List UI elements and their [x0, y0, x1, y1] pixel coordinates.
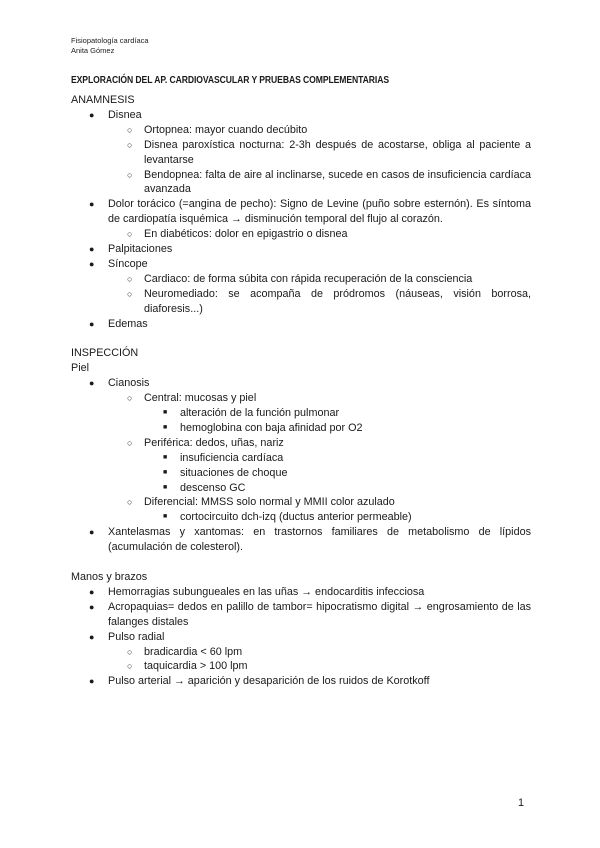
sublist [71, 123, 531, 198]
header-subject: Fisiopatología cardíaca [71, 36, 149, 45]
page-number: 1 [518, 797, 525, 809]
list-item [71, 257, 531, 317]
bullet-square-icon: ■ [163, 513, 168, 521]
list-item [71, 600, 531, 630]
list-item [71, 436, 531, 496]
bullet-disc-icon: ● [89, 109, 95, 120]
list-item [71, 481, 531, 496]
bullet-disc-icon: ● [89, 601, 95, 612]
bullet-circle-icon: ○ [127, 124, 133, 135]
list-item [71, 287, 531, 317]
bullet-circle-icon: ○ [127, 273, 133, 284]
sublist [71, 645, 531, 675]
bullet-disc-icon: ● [89, 378, 95, 389]
list-item [71, 510, 531, 525]
list-item [71, 391, 531, 436]
bullet-square-icon: ■ [163, 453, 168, 461]
manos-list [71, 585, 531, 689]
bullet-disc-icon: ● [89, 244, 95, 255]
bullet-square-icon: ■ [163, 483, 168, 491]
sublist [71, 510, 531, 525]
item-text: Cardiaco: de forma súbita con rápida recuperación de la consciencia [144, 272, 473, 285]
list-item [71, 317, 531, 332]
list-item [71, 376, 531, 525]
sublist [71, 406, 531, 436]
bullet-disc-icon: ● [89, 586, 95, 597]
list-item [71, 123, 531, 138]
item-text: taquicardia > 100 lpm [144, 660, 248, 673]
item-text: bradicardia < 60 lpm [144, 645, 243, 658]
item-text: cortocircuito dch-izq (ductus anterior permeable) [180, 511, 412, 524]
item-text: Acropaquias= dedos en palillo de tambor= hipocratismo digital → engrosamiento de las falanges distales [108, 600, 531, 628]
content-body [71, 93, 531, 689]
item-text: Disnea paroxística nocturna: 2-3h después de acostarse, obliga al paciente a levantarse [144, 138, 531, 166]
list-item [71, 108, 531, 197]
item-text: Hemorragias subungueales en las uñas → endocarditis infecciosa [108, 585, 425, 598]
item-text: Pulso radial [108, 630, 165, 643]
page-title: EXPLORACIÓN DEL AP. CARDIOVASCULAR Y PRUEBAS COMPLEMENTARIAS [71, 75, 390, 86]
sublist [71, 272, 531, 317]
subheading-piel: Piel [71, 362, 90, 375]
bullet-disc-icon: ● [89, 527, 95, 538]
list-item [71, 585, 531, 600]
bullet-disc-icon: ● [89, 676, 95, 687]
list-item [71, 645, 531, 660]
bullet-disc-icon: ● [89, 258, 95, 269]
bullet-circle-icon: ○ [127, 169, 133, 180]
list-item [71, 525, 531, 555]
header-author: Anita Gómez [71, 46, 115, 55]
sublist [71, 391, 531, 525]
list-item [71, 406, 531, 421]
list-item [71, 168, 531, 198]
item-text: descenso GC [180, 481, 246, 494]
bullet-square-icon: ■ [163, 468, 168, 476]
item-text: Ortopnea: mayor cuando decúbito [144, 123, 308, 136]
section-heading-anamnesis: ANAMNESIS [71, 94, 135, 106]
list-item [71, 451, 531, 466]
list-item [71, 272, 531, 287]
item-text: En diabéticos: dolor en epigastrio o disnea [144, 228, 348, 241]
item-text: Central: mucosas y piel [144, 392, 257, 405]
item-text: Cianosis [108, 377, 150, 390]
bullet-circle-icon: ○ [127, 646, 133, 657]
bullet-disc-icon: ● [89, 199, 95, 210]
list-item [71, 227, 531, 242]
bullet-disc-icon: ● [89, 631, 95, 642]
list-item [71, 197, 531, 242]
bullet-circle-icon: ○ [127, 229, 133, 240]
item-text: Periférica: dedos, uñas, nariz [144, 436, 284, 449]
item-text: Edemas [108, 317, 148, 330]
section-heading-inspeccion: INSPECCIÓN [71, 347, 139, 360]
sublist [71, 227, 531, 242]
anamnesis-list [71, 108, 531, 332]
list-item [71, 674, 531, 689]
item-text: situaciones de choque [180, 466, 288, 479]
list-item [71, 630, 531, 675]
item-text: Síncope [108, 257, 148, 270]
bullet-circle-icon: ○ [127, 661, 133, 672]
bullet-circle-icon: ○ [127, 497, 133, 508]
piel-list [71, 376, 531, 555]
bullet-circle-icon: ○ [127, 437, 133, 448]
item-text: Bendopnea: falta de aire al inclinarse, sucede en casos de insuficiencia cardíaca avanzada [144, 168, 531, 196]
bullet-disc-icon: ● [89, 318, 95, 329]
bullet-square-icon: ■ [163, 409, 168, 417]
item-text: hemoglobina con baja afinidad por O2 [180, 421, 363, 434]
item-text: Pulso arterial → aparición y desaparición de los ruidos de Korotkoff [108, 675, 430, 688]
item-text: Dolor torácico (=angina de pecho): Signo de Levine (puño sobre esternón). Es síntoma de cardiopatía isquémica → disminución temporal del flujo al corazón. [108, 198, 531, 226]
list-item [71, 495, 531, 525]
sublist [71, 451, 531, 496]
item-text: alteración de la función pulmonar [180, 407, 340, 420]
item-text: Disnea [108, 108, 142, 121]
list-item [71, 466, 531, 481]
bullet-circle-icon: ○ [127, 393, 133, 404]
item-text: Xantelasmas y xantomas: en trastornos familiares de metabolismo de lípidos (acumulación de colesterol). [108, 526, 531, 554]
subheading-manos: Manos y brazos [71, 570, 148, 583]
list-item [71, 659, 531, 674]
item-text: Palpitaciones [108, 243, 173, 256]
list-item [71, 138, 531, 168]
bullet-circle-icon: ○ [127, 139, 133, 150]
list-item [71, 242, 531, 257]
item-text: Diferencial: MMSS solo normal y MMII color azulado [144, 496, 395, 509]
item-text: insuficiencia cardíaca [180, 451, 284, 464]
list-item [71, 421, 531, 436]
item-text: Neuromediado: se acompaña de pródromos (náuseas, visión borrosa, diaforesis...) [144, 287, 531, 315]
bullet-circle-icon: ○ [127, 288, 133, 299]
bullet-square-icon: ■ [163, 423, 168, 431]
